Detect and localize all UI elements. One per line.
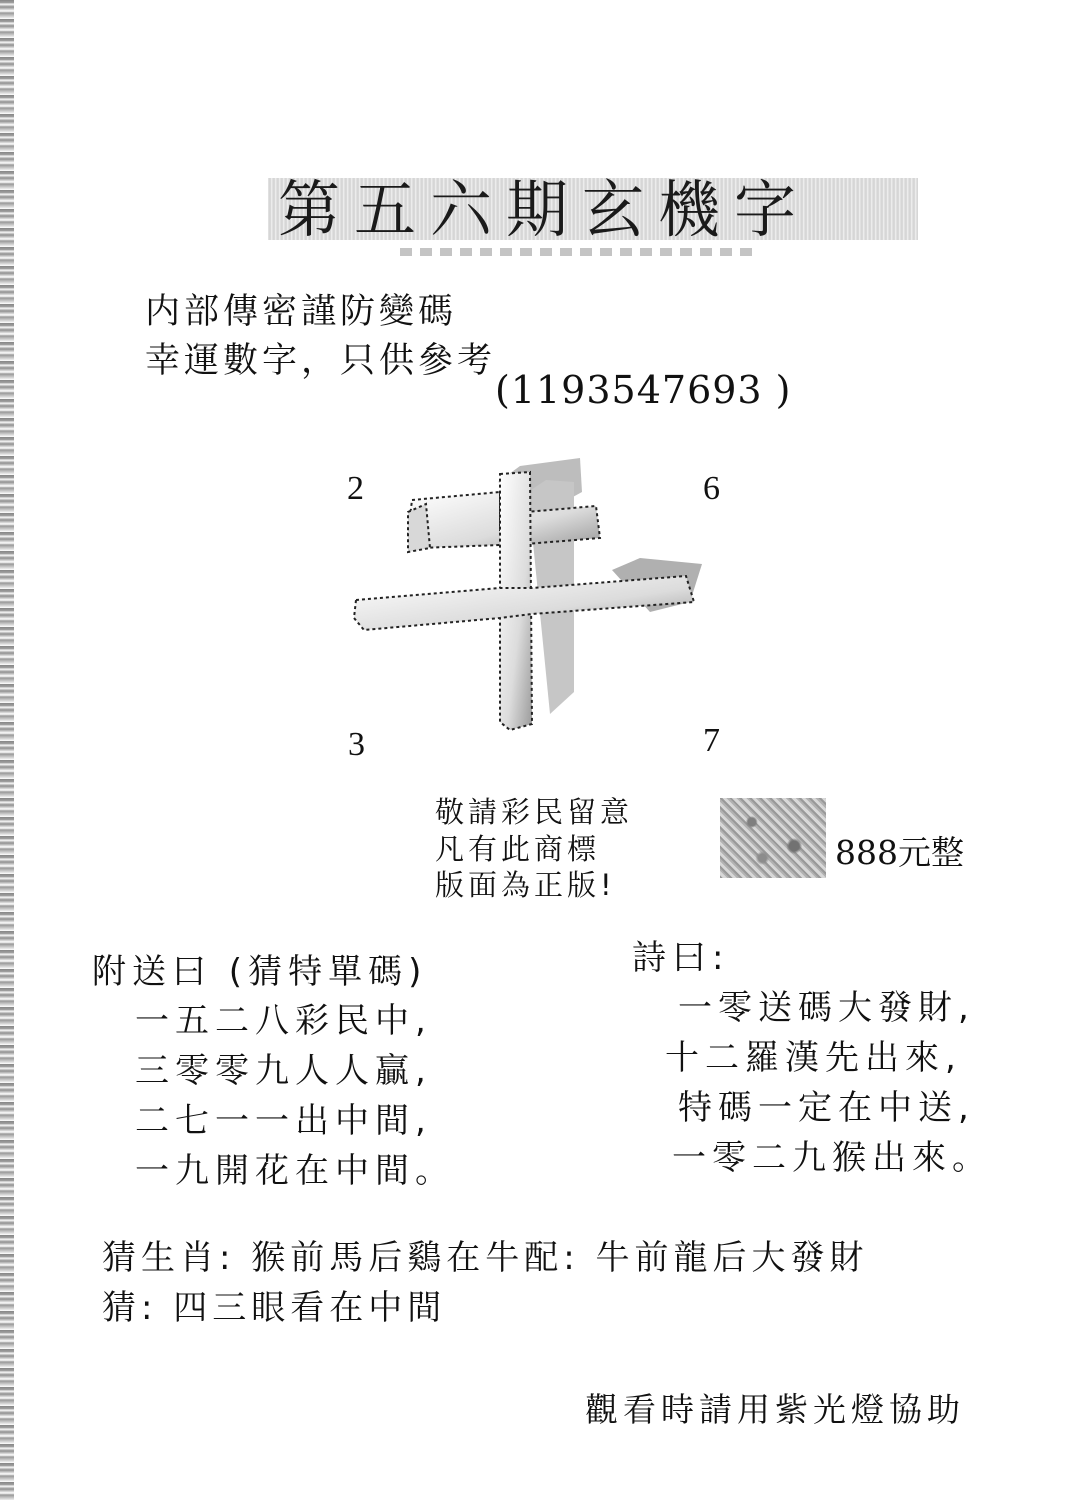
emblem-number-top-right: 6 <box>703 470 720 507</box>
emblem-number-bottom-left: 3 <box>348 726 365 763</box>
title-underline <box>400 248 760 256</box>
footer-note: 觀看時請用紫光燈協助 <box>585 1390 965 1429</box>
ox-character-emblem <box>350 452 710 742</box>
emblem-number-top-left: 2 <box>347 470 364 507</box>
page-title: 第五六期玄機字 <box>278 173 811 246</box>
gift-poem-line: 一五二八彩民中, <box>135 1001 432 1041</box>
intro-line-1: 内部傳密謹防變碼 <box>145 292 458 332</box>
poem-line: 一零二九猴出來。 <box>672 1138 992 1178</box>
lucky-code: (1193547693 ) <box>495 368 792 412</box>
gift-poem-line: 三零零九人人贏, <box>135 1051 432 1091</box>
poem-heading: 詩曰: <box>632 938 730 978</box>
emblem-number-bottom-right: 7 <box>703 722 720 759</box>
gift-poem-line: 一九開花在中間。 <box>135 1151 455 1191</box>
price-text: 888元整 <box>835 833 964 872</box>
gift-poem-heading: 附送曰 (猜特單碼) <box>92 952 428 992</box>
notice-line-2: 凡有此商標 <box>435 832 601 866</box>
scan-edge <box>0 0 14 1500</box>
number-guess: 猜: 四三眼看在中間 <box>102 1288 447 1328</box>
poem-line: 十二羅漢先出來, <box>665 1038 962 1078</box>
trademark-stamp-icon <box>720 798 826 878</box>
zodiac-guess: 猜生肖: 猴前馬后鷄在牛配: 牛前龍后大發財 <box>102 1238 869 1278</box>
intro-line-2: 幸運數字，只供參考 <box>145 341 497 381</box>
gift-poem-line: 二七一一出中間, <box>135 1101 432 1141</box>
notice-line-1: 敬請彩民留意 <box>435 795 634 829</box>
poem-line: 一零送碼大發財, <box>678 988 975 1028</box>
poem-line: 特碼一定在中送, <box>678 1088 975 1128</box>
notice-line-3: 版面為正版! <box>435 868 616 902</box>
